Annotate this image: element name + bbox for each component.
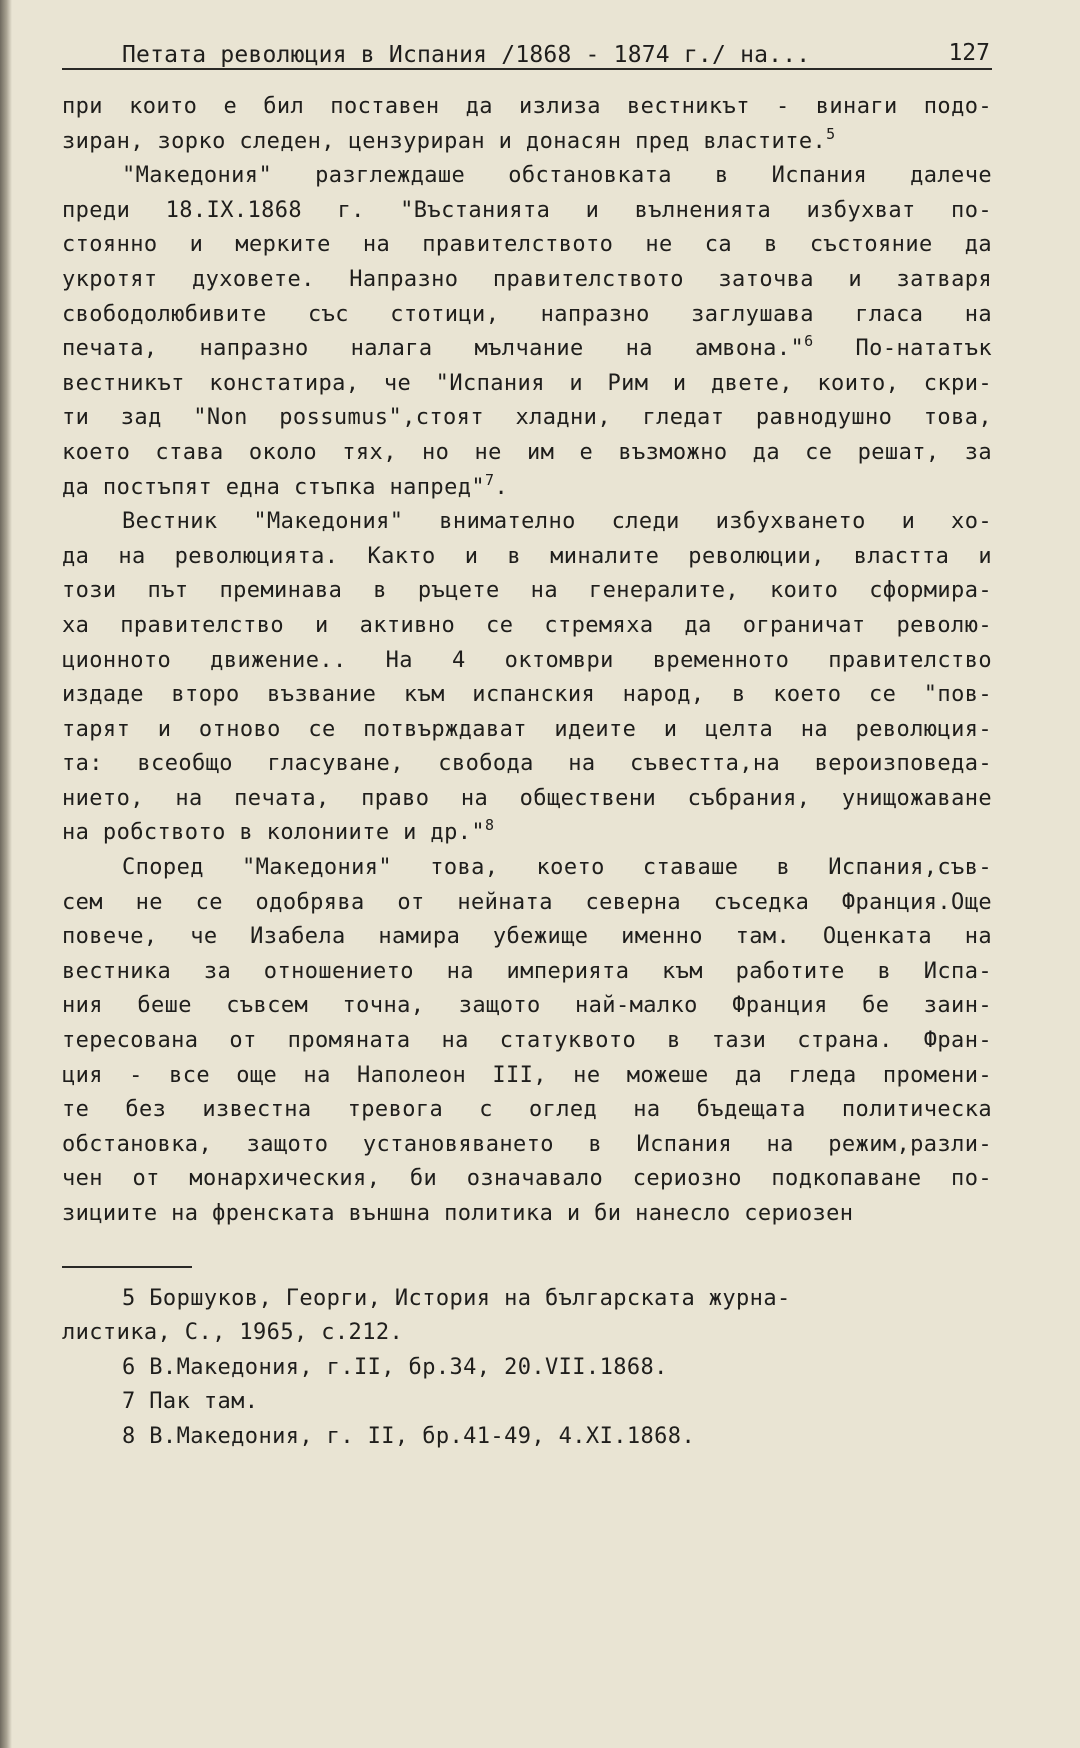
text-line: [62, 644, 992, 679]
page-header: [62, 28, 992, 70]
line-text-continued: По-нататък: [813, 336, 992, 362]
text-line: [62, 886, 992, 921]
footnote-reference: 6: [804, 332, 814, 351]
line-text: печата, напразно налага мълчание на амвона.": [62, 336, 805, 362]
line-text: да постъпят една стъпка напред": [62, 474, 485, 500]
line-text: тересована от промяната на статуквото в тази страна. Фран-: [62, 1028, 992, 1054]
text-line: [62, 125, 992, 160]
line-text: вестникът констатира, че "Испания и Рим и двете, които, скри-: [62, 370, 992, 396]
text-line: [62, 851, 992, 886]
line-text: ция - все още на Наполеон III, не можеше да гледа промени-: [62, 1062, 992, 1088]
text-line: [62, 1162, 992, 1197]
book-spine-shadow: [0, 0, 12, 1748]
line-text: да на революцията. Както и в миналите революции, властта и: [62, 543, 992, 569]
text-line: [62, 332, 992, 367]
text-line: [62, 159, 992, 194]
text-line: [62, 436, 992, 471]
text-line: [62, 540, 992, 575]
text-line: [62, 920, 992, 955]
text-line: [62, 228, 992, 263]
text-line: [62, 1128, 992, 1163]
paragraph: [62, 851, 992, 1232]
line-text: издаде второ възвание към испанския народ, в което се "пов-: [62, 682, 992, 708]
line-text: листика, С., 1965, с.212.: [62, 1320, 404, 1346]
text-line: [62, 298, 992, 333]
text-line: [62, 1197, 992, 1232]
line-text: 5 Боршуков, Георги, История на българската журна-: [122, 1285, 791, 1311]
text-line: [62, 574, 992, 609]
line-text: укротят духовете. Напразно правителството заточва и затваря: [62, 266, 992, 292]
line-text: този път преминава в ръцете на генералите, които сформира-: [62, 578, 992, 604]
line-text: сем не се одобрява от нейната северна съседка Франция.Още: [62, 889, 992, 915]
text-line: [62, 263, 992, 298]
line-text: те без известна тревога с оглед на бъдещата политическа: [62, 1097, 992, 1123]
text-line: [62, 1282, 992, 1317]
text-line: [62, 401, 992, 436]
line-text: 7 Пак там.: [122, 1389, 259, 1415]
line-text: зициите на френската външна политика и би нанесло сериозен: [62, 1201, 854, 1226]
text-line: [62, 678, 992, 713]
line-text: ционното движение.. На 4 октомври временното правителство: [62, 647, 992, 673]
text-line: [62, 713, 992, 748]
line-text: на робството в колониите и др.": [62, 820, 485, 846]
line-text: тарят и отново се потвърждават идеите и целта на революция-: [62, 716, 992, 742]
line-text: свободолюбивите със стотици, напразно заглушава гласа на: [62, 301, 992, 327]
text-line: [62, 471, 992, 506]
footnote: [62, 1385, 992, 1420]
line-text: Вестник "Македония" внимателно следи избухването и хо-: [122, 509, 992, 535]
line-text: зиран, зорко следен, цензуриран и донасян пред властите.: [62, 128, 827, 154]
line-text: при които е бил поставен да излиза вестникът - винаги подо-: [62, 94, 992, 119]
main-text: [62, 90, 992, 1232]
line-text: нието, на печата, право на обществени събрания, унищожаване: [62, 785, 992, 811]
text-line: [62, 1059, 992, 1094]
footnote-separator: [62, 1266, 192, 1268]
footnote: [62, 1282, 992, 1351]
paragraph: [62, 505, 992, 851]
text-line: [62, 505, 992, 540]
line-text: та: всеобщо гласуване, свобода на съвестта,на вероизповеда-: [62, 751, 992, 777]
line-text: което става около тях, но не им е възможно да се решат, за: [62, 439, 992, 465]
line-text: Според "Македония" това, което ставаше в Испания,съв-: [122, 855, 992, 881]
line-text: 6 В.Македония, г.II, бр.34, 20.VII.1868.: [122, 1354, 668, 1380]
line-text: вестника за отношението на империята към работите в Испа-: [62, 958, 992, 984]
line-text: "Македония" разглеждаше обстановката в Испания далече: [122, 163, 992, 189]
paragraph: [62, 90, 992, 159]
text-line: [62, 1093, 992, 1128]
text-line: [62, 609, 992, 644]
text-line: [62, 747, 992, 782]
text-line: [62, 194, 992, 229]
footnotes: [62, 1282, 992, 1455]
text-line: [62, 1420, 992, 1455]
page-number: 127: [948, 40, 990, 66]
footnote-reference: 7: [485, 470, 495, 489]
text-line: [62, 1316, 992, 1351]
paragraph: [62, 159, 992, 505]
line-text: 8 В.Македония, г. II, бр.41-49, 4.XI.1868.: [122, 1423, 696, 1449]
line-text: ния беше съвсем точна, защото най-малко Франция бе заин-: [62, 993, 992, 1019]
text-line: [62, 989, 992, 1024]
footnote-reference: 8: [485, 816, 495, 835]
book-page: [62, 28, 992, 1455]
running-title: Петата революция в Испания /1868 - 1874 г./ на...: [122, 42, 811, 68]
text-line: [62, 1385, 992, 1420]
text-line: [62, 367, 992, 402]
footnote: [62, 1420, 992, 1455]
line-text: преди 18.IX.1868 г. "Въстанията и вълненията избухват по-: [62, 197, 992, 223]
line-text: стоянно и мерките на правителството не са в състояние да: [62, 232, 992, 258]
text-line: [62, 1024, 992, 1059]
text-line: [62, 782, 992, 817]
text-line: [62, 816, 992, 851]
text-line: [62, 90, 992, 125]
line-text-continued: .: [494, 474, 509, 500]
text-line: [62, 1351, 992, 1386]
text-line: [62, 955, 992, 990]
line-text: обстановка, защото установяването в Испания на режим,разли-: [62, 1131, 992, 1157]
line-text: ха правителство и активно се стремяха да ограничат револю-: [62, 612, 992, 638]
footnote: [62, 1351, 992, 1386]
footnote-reference: 5: [826, 124, 836, 143]
line-text: ти зад "Non possumus",стоят хладни, гледат равнодушно това,: [62, 405, 992, 431]
line-text: повече, че Изабела намира убежище именно там. Оценката на: [62, 924, 992, 950]
line-text: чен от монархическия, би означавало сериозно подкопаване по-: [62, 1166, 992, 1192]
